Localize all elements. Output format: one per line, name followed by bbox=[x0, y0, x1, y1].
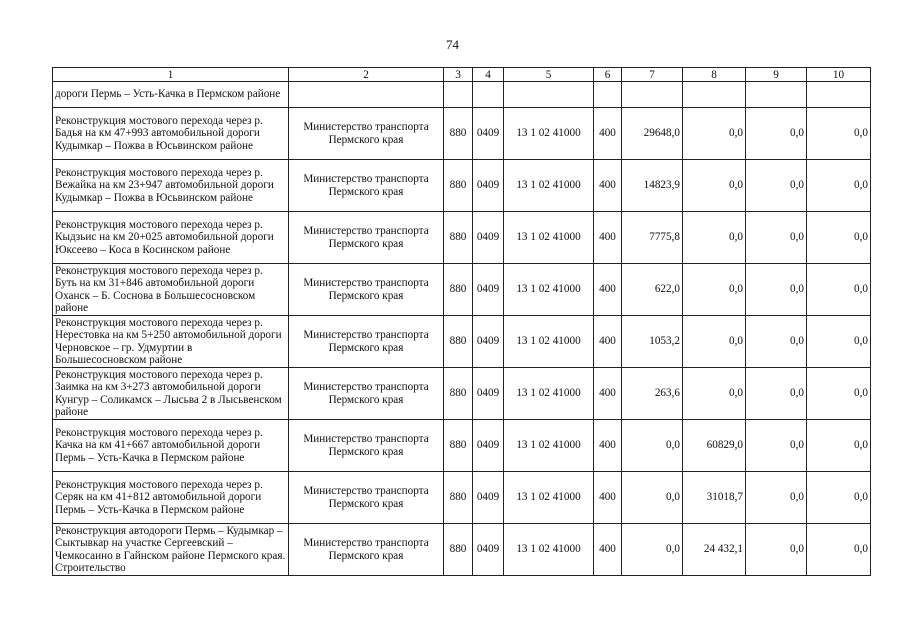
section-code-cell: 0409 bbox=[473, 160, 504, 212]
expense-type-cell: 400 bbox=[594, 368, 622, 420]
amount-cell: 0,0 bbox=[746, 264, 807, 316]
column-header: 9 bbox=[746, 68, 807, 82]
target-article-cell: 13 1 02 41000 bbox=[504, 368, 594, 420]
table-row bbox=[53, 524, 871, 576]
section-code-cell: 0409 bbox=[473, 368, 504, 420]
budget-table bbox=[52, 67, 871, 576]
expense-type-cell: 400 bbox=[594, 212, 622, 264]
organization-cell: Министерство транспорта Пермского края bbox=[289, 472, 444, 524]
organization-cell: Министерство транспорта Пермского края bbox=[289, 524, 444, 576]
ministry-code-cell: 880 bbox=[444, 108, 473, 160]
organization-cell: Министерство транспорта Пермского края bbox=[289, 264, 444, 316]
amount-cell: 0,0 bbox=[746, 212, 807, 264]
amount-cell: 7775,8 bbox=[622, 212, 683, 264]
target-article-cell: 13 1 02 41000 bbox=[504, 264, 594, 316]
column-header: 1 bbox=[53, 68, 289, 82]
amount-cell: 0,0 bbox=[746, 420, 807, 472]
column-header: 2 bbox=[289, 68, 444, 82]
amount-cell: 0,0 bbox=[622, 420, 683, 472]
section-code-cell: 0409 bbox=[473, 264, 504, 316]
expense-type-cell: 400 bbox=[594, 316, 622, 368]
ministry-code-cell: 880 bbox=[444, 316, 473, 368]
project-name-cell: Реконструкция мостового перехода через р. Качка на км 41+667 автомобильной дороги Пермь – Усть-Качка в Пермском районе bbox=[53, 420, 289, 472]
amount-cell: 0,0 bbox=[683, 368, 746, 420]
amount-cell: 0,0 bbox=[683, 160, 746, 212]
project-name-cell: Реконструкция мостового перехода через р. Кыдзьис на км 20+025 автомобильной дороги Юксеево – Коса в Косинском районе bbox=[53, 212, 289, 264]
amount-cell: 263,6 bbox=[622, 368, 683, 420]
amount-cell: 0,0 bbox=[683, 264, 746, 316]
expense-type-cell: 400 bbox=[594, 420, 622, 472]
continuation-row bbox=[53, 82, 871, 108]
amount-cell: 1053,2 bbox=[622, 316, 683, 368]
project-name-cell: Реконструкция мостового перехода через р. Нерестовка на км 5+250 автомобильной дороги Черновское – гр. Удмуртии в Большесосновском районе bbox=[53, 316, 289, 368]
table-row bbox=[53, 472, 871, 524]
project-name-cell: дороги Пермь – Усть-Качка в Пермском районе bbox=[53, 82, 289, 108]
project-name-cell: Реконструкция мостового перехода через р. Заимка на км 3+273 автомобильной дороги Кунгур – Соликамск – Лысьва 2 в Лысьвенском районе bbox=[53, 368, 289, 420]
organization-cell: Министерство транспорта Пермского края bbox=[289, 160, 444, 212]
amount-cell: 31018,7 bbox=[683, 472, 746, 524]
amount-cell: 0,0 bbox=[746, 524, 807, 576]
amount-cell: 0,0 bbox=[746, 368, 807, 420]
target-article-cell: 13 1 02 41000 bbox=[504, 316, 594, 368]
target-article-cell: 13 1 02 41000 bbox=[504, 472, 594, 524]
expense-type-cell: 400 bbox=[594, 160, 622, 212]
amount-cell: 29648,0 bbox=[622, 108, 683, 160]
organization-cell: Министерство транспорта Пермского края bbox=[289, 316, 444, 368]
section-code-cell: 0409 bbox=[473, 420, 504, 472]
amount-cell: 0,0 bbox=[622, 472, 683, 524]
organization-cell: Министерство транспорта Пермского края bbox=[289, 108, 444, 160]
column-header: 7 bbox=[622, 68, 683, 82]
target-article-cell: 13 1 02 41000 bbox=[504, 420, 594, 472]
amount-cell: 60829,0 bbox=[683, 420, 746, 472]
column-header: 10 bbox=[807, 68, 871, 82]
amount-cell: 0,0 bbox=[746, 316, 807, 368]
amount-cell: 0,0 bbox=[746, 160, 807, 212]
table-row bbox=[53, 368, 871, 420]
table-row bbox=[53, 264, 871, 316]
page-number: 74 bbox=[446, 37, 459, 52]
amount-cell: 0,0 bbox=[807, 368, 871, 420]
expense-type-cell: 400 bbox=[594, 524, 622, 576]
amount-cell: 0,0 bbox=[807, 316, 871, 368]
target-article-cell: 13 1 02 41000 bbox=[504, 108, 594, 160]
amount-cell: 0,0 bbox=[807, 524, 871, 576]
expense-type-cell: 400 bbox=[594, 108, 622, 160]
amount-cell: 0,0 bbox=[683, 212, 746, 264]
amount-cell: 0,0 bbox=[683, 108, 746, 160]
project-name-cell: Реконструкция мостового перехода через р. Буть на км 31+846 автомобильной дороги Оханск – Б. Соснова в Большесосновском районе bbox=[53, 264, 289, 316]
table-row bbox=[53, 420, 871, 472]
ministry-code-cell: 880 bbox=[444, 160, 473, 212]
project-name-cell: Реконструкция мостового перехода через р. Вежайка на км 23+947 автомобильной дороги Кудымкар – Пожва в Юсьвинском районе bbox=[53, 160, 289, 212]
amount-cell: 0,0 bbox=[807, 160, 871, 212]
organization-cell: Министерство транспорта Пермского края bbox=[289, 368, 444, 420]
organization-cell: Министерство транспорта Пермского края bbox=[289, 212, 444, 264]
amount-cell: 0,0 bbox=[683, 316, 746, 368]
amount-cell: 622,0 bbox=[622, 264, 683, 316]
section-code-cell: 0409 bbox=[473, 212, 504, 264]
expense-type-cell: 400 bbox=[594, 472, 622, 524]
target-article-cell: 13 1 02 41000 bbox=[504, 212, 594, 264]
organization-cell: Министерство транспорта Пермского края bbox=[289, 420, 444, 472]
ministry-code-cell: 880 bbox=[444, 368, 473, 420]
table-row bbox=[53, 160, 871, 212]
amount-cell: 24 432,1 bbox=[683, 524, 746, 576]
table-row bbox=[53, 212, 871, 264]
amount-cell: 0,0 bbox=[807, 472, 871, 524]
table-row bbox=[53, 108, 871, 160]
amount-cell: 0,0 bbox=[622, 524, 683, 576]
project-name-cell: Реконструкция мостового перехода через р. Бадья на км 47+993 автомобильной дороги Кудымкар – Пожва в Юсьвинском районе bbox=[53, 108, 289, 160]
amount-cell: 0,0 bbox=[746, 108, 807, 160]
ministry-code-cell: 880 bbox=[444, 212, 473, 264]
column-header: 6 bbox=[594, 68, 622, 82]
header-row bbox=[53, 68, 871, 82]
section-code-cell: 0409 bbox=[473, 108, 504, 160]
column-header: 8 bbox=[683, 68, 746, 82]
amount-cell: 0,0 bbox=[807, 264, 871, 316]
ministry-code-cell: 880 bbox=[444, 472, 473, 524]
amount-cell: 14823,9 bbox=[622, 160, 683, 212]
column-header: 5 bbox=[504, 68, 594, 82]
ministry-code-cell: 880 bbox=[444, 264, 473, 316]
amount-cell: 0,0 bbox=[807, 420, 871, 472]
section-code-cell: 0409 bbox=[473, 524, 504, 576]
project-name-cell: Реконструкция мостового перехода через р. Серяк на км 41+812 автомобильной дороги Пермь – Усть-Качка в Пермском районе bbox=[53, 472, 289, 524]
amount-cell: 0,0 bbox=[746, 472, 807, 524]
column-header: 3 bbox=[444, 68, 473, 82]
project-name-cell: Реконструкция автодороги Пермь – Кудымкар – Сыктывкар на участке Сергеевский – Чемкосаино в Гайнском районе Пермского края. Строительство bbox=[53, 524, 289, 576]
column-header: 4 bbox=[473, 68, 504, 82]
ministry-code-cell: 880 bbox=[444, 524, 473, 576]
amount-cell: 0,0 bbox=[807, 108, 871, 160]
section-code-cell: 0409 bbox=[473, 472, 504, 524]
expense-type-cell: 400 bbox=[594, 264, 622, 316]
table-row bbox=[53, 316, 871, 368]
target-article-cell: 13 1 02 41000 bbox=[504, 160, 594, 212]
target-article-cell: 13 1 02 41000 bbox=[504, 524, 594, 576]
amount-cell: 0,0 bbox=[807, 212, 871, 264]
ministry-code-cell: 880 bbox=[444, 420, 473, 472]
section-code-cell: 0409 bbox=[473, 316, 504, 368]
